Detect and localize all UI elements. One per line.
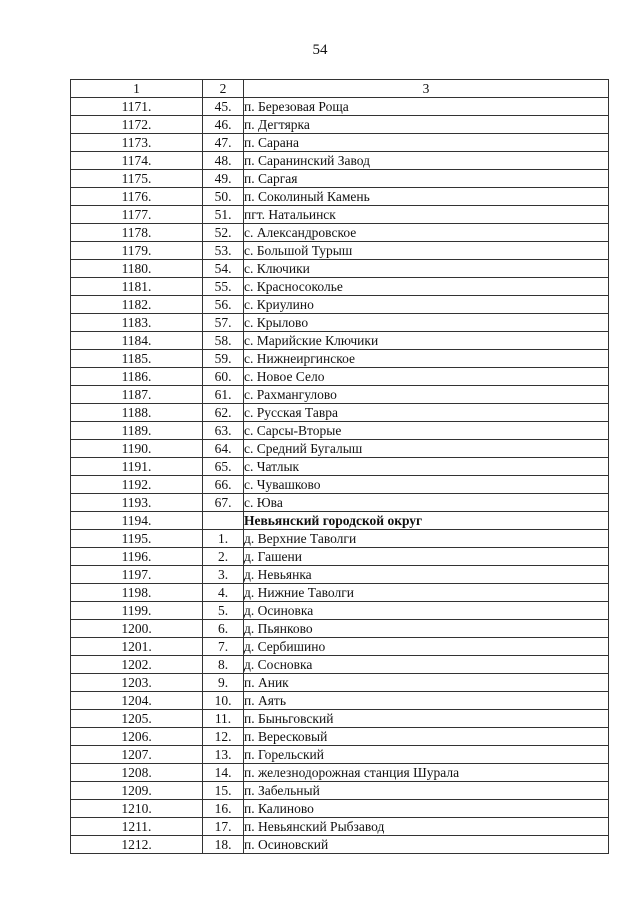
sub-number-cell: 52. — [203, 224, 244, 242]
table-row — [71, 836, 609, 854]
row-number-cell: 1206. — [71, 728, 203, 746]
row-number-cell: 1196. — [71, 548, 203, 566]
table-row — [71, 422, 609, 440]
row-number-cell: 1210. — [71, 800, 203, 818]
settlement-name-cell: с. Марийские Ключики — [244, 332, 609, 350]
row-number-cell: 1201. — [71, 638, 203, 656]
sub-number-cell: 65. — [203, 458, 244, 476]
settlement-name-cell: с. Средний Бугалыш — [244, 440, 609, 458]
row-number-cell: 1183. — [71, 314, 203, 332]
row-number-cell: 1174. — [71, 152, 203, 170]
settlement-name-cell: с. Сарсы-Вторые — [244, 422, 609, 440]
row-number-cell: 1173. — [71, 134, 203, 152]
settlement-name-cell: с. Чувашково — [244, 476, 609, 494]
sub-number-cell: 64. — [203, 440, 244, 458]
settlement-name-cell: п. железнодорожная станция Шурала — [244, 764, 609, 782]
sub-number-cell: 15. — [203, 782, 244, 800]
settlement-name-cell: д. Невьянка — [244, 566, 609, 584]
sub-number-cell: 13. — [203, 746, 244, 764]
table-row — [71, 602, 609, 620]
row-number-cell: 1209. — [71, 782, 203, 800]
sub-number-cell: 54. — [203, 260, 244, 278]
sub-number-cell: 51. — [203, 206, 244, 224]
sub-number-cell: 7. — [203, 638, 244, 656]
settlement-name-cell: с. Большой Турыш — [244, 242, 609, 260]
sub-number-cell: 9. — [203, 674, 244, 692]
column-header-1: 1 — [71, 80, 203, 98]
row-number-cell: 1171. — [71, 98, 203, 116]
row-number-cell: 1199. — [71, 602, 203, 620]
settlement-name-cell: с. Чатлык — [244, 458, 609, 476]
settlement-name-cell: п. Горельский — [244, 746, 609, 764]
row-number-cell: 1211. — [71, 818, 203, 836]
sub-number-cell: 58. — [203, 332, 244, 350]
table-row — [71, 386, 609, 404]
sub-number-cell: 67. — [203, 494, 244, 512]
table-row — [71, 98, 609, 116]
table-row — [71, 512, 609, 530]
settlement-name-cell: п. Березовая Роща — [244, 98, 609, 116]
settlement-name-cell: п. Сарана — [244, 134, 609, 152]
settlement-name-cell: д. Сосновка — [244, 656, 609, 674]
row-number-cell: 1203. — [71, 674, 203, 692]
sub-number-cell: 57. — [203, 314, 244, 332]
table-header-row — [71, 80, 609, 98]
table-row — [71, 332, 609, 350]
sub-number-cell: 56. — [203, 296, 244, 314]
row-number-cell: 1182. — [71, 296, 203, 314]
settlement-name-cell: с. Рахмангулово — [244, 386, 609, 404]
settlement-name-cell: с. Криулино — [244, 296, 609, 314]
sub-number-cell: 63. — [203, 422, 244, 440]
settlement-name-cell: п. Дегтярка — [244, 116, 609, 134]
sub-number-cell: 66. — [203, 476, 244, 494]
table-row — [71, 404, 609, 422]
table-row — [71, 656, 609, 674]
table-row — [71, 206, 609, 224]
column-header-2: 2 — [203, 80, 244, 98]
row-number-cell: 1190. — [71, 440, 203, 458]
row-number-cell: 1202. — [71, 656, 203, 674]
row-number-cell: 1207. — [71, 746, 203, 764]
settlement-name-cell: д. Гашени — [244, 548, 609, 566]
sub-number-cell: 50. — [203, 188, 244, 206]
table-row — [71, 440, 609, 458]
row-number-cell: 1178. — [71, 224, 203, 242]
settlements-table — [70, 79, 609, 854]
table-row — [71, 638, 609, 656]
table-row — [71, 458, 609, 476]
settlement-name-cell: д. Осиновка — [244, 602, 609, 620]
settlement-name-cell: д. Сербишино — [244, 638, 609, 656]
row-number-cell: 1192. — [71, 476, 203, 494]
table-row — [71, 296, 609, 314]
settlement-name-cell: с. Александровское — [244, 224, 609, 242]
settlement-name-cell: с. Новое Село — [244, 368, 609, 386]
sub-number-cell: 45. — [203, 98, 244, 116]
sub-number-cell: 3. — [203, 566, 244, 584]
settlement-name-cell: с. Ключики — [244, 260, 609, 278]
row-number-cell: 1212. — [71, 836, 203, 854]
sub-number-cell: 10. — [203, 692, 244, 710]
table-row — [71, 692, 609, 710]
row-number-cell: 1180. — [71, 260, 203, 278]
sub-number-cell: 6. — [203, 620, 244, 638]
sub-number-cell: 18. — [203, 836, 244, 854]
table-row — [71, 746, 609, 764]
sub-number-cell: 55. — [203, 278, 244, 296]
table-row — [71, 188, 609, 206]
row-number-cell: 1188. — [71, 404, 203, 422]
table-row — [71, 674, 609, 692]
sub-number-cell: 8. — [203, 656, 244, 674]
settlement-name-cell: пгт. Натальинск — [244, 206, 609, 224]
row-number-cell: 1189. — [71, 422, 203, 440]
table-row — [71, 800, 609, 818]
sub-number-cell: 61. — [203, 386, 244, 404]
row-number-cell: 1176. — [71, 188, 203, 206]
table-row — [71, 548, 609, 566]
table-row — [71, 728, 609, 746]
settlement-name-cell: с. Крылово — [244, 314, 609, 332]
sub-number-cell: 11. — [203, 710, 244, 728]
row-number-cell: 1172. — [71, 116, 203, 134]
row-number-cell: 1200. — [71, 620, 203, 638]
table-row — [71, 620, 609, 638]
sub-number-cell — [203, 512, 244, 530]
table-row — [71, 530, 609, 548]
settlement-name-cell: п. Саргая — [244, 170, 609, 188]
sub-number-cell: 60. — [203, 368, 244, 386]
row-number-cell: 1179. — [71, 242, 203, 260]
table-row — [71, 566, 609, 584]
settlement-name-cell: п. Калиново — [244, 800, 609, 818]
sub-number-cell: 53. — [203, 242, 244, 260]
column-header-3: 3 — [244, 80, 609, 98]
sub-number-cell: 4. — [203, 584, 244, 602]
sub-number-cell: 12. — [203, 728, 244, 746]
table-row — [71, 260, 609, 278]
table-row — [71, 710, 609, 728]
settlement-name-cell: п. Вересковый — [244, 728, 609, 746]
table-row — [71, 764, 609, 782]
sub-number-cell: 62. — [203, 404, 244, 422]
row-number-cell: 1208. — [71, 764, 203, 782]
settlement-name-cell: с. Нижнеиргинское — [244, 350, 609, 368]
settlement-name-cell: п. Аять — [244, 692, 609, 710]
row-number-cell: 1175. — [71, 170, 203, 188]
table-row — [71, 782, 609, 800]
sub-number-cell: 5. — [203, 602, 244, 620]
sub-number-cell: 49. — [203, 170, 244, 188]
row-number-cell: 1184. — [71, 332, 203, 350]
sub-number-cell: 2. — [203, 548, 244, 566]
settlement-name-cell: с. Русская Тавра — [244, 404, 609, 422]
sub-number-cell: 16. — [203, 800, 244, 818]
settlement-name-cell: д. Верхние Таволги — [244, 530, 609, 548]
table-row — [71, 818, 609, 836]
table-row — [71, 242, 609, 260]
row-number-cell: 1194. — [71, 512, 203, 530]
table-row — [71, 170, 609, 188]
settlement-name-cell: п. Соколиный Камень — [244, 188, 609, 206]
table-row — [71, 368, 609, 386]
settlement-name-cell: п. Быньговский — [244, 710, 609, 728]
row-number-cell: 1191. — [71, 458, 203, 476]
table-row — [71, 494, 609, 512]
row-number-cell: 1198. — [71, 584, 203, 602]
settlement-name-cell: с. Юва — [244, 494, 609, 512]
row-number-cell: 1185. — [71, 350, 203, 368]
row-number-cell: 1204. — [71, 692, 203, 710]
table-row — [71, 116, 609, 134]
settlement-name-cell: п. Саранинский Завод — [244, 152, 609, 170]
row-number-cell: 1193. — [71, 494, 203, 512]
section-heading-cell: Невьянский городской округ — [244, 512, 609, 530]
sub-number-cell: 17. — [203, 818, 244, 836]
table-row — [71, 224, 609, 242]
sub-number-cell: 14. — [203, 764, 244, 782]
table-row — [71, 350, 609, 368]
sub-number-cell: 59. — [203, 350, 244, 368]
table-row — [71, 278, 609, 296]
table-row — [71, 476, 609, 494]
settlement-name-cell: с. Красносоколье — [244, 278, 609, 296]
settlement-name-cell: д. Пьянково — [244, 620, 609, 638]
table-body — [71, 98, 609, 854]
settlement-name-cell: д. Нижние Таволги — [244, 584, 609, 602]
table-row — [71, 314, 609, 332]
row-number-cell: 1195. — [71, 530, 203, 548]
sub-number-cell: 1. — [203, 530, 244, 548]
row-number-cell: 1186. — [71, 368, 203, 386]
table-row — [71, 152, 609, 170]
row-number-cell: 1187. — [71, 386, 203, 404]
settlement-name-cell: п. Невьянский Рыбзавод — [244, 818, 609, 836]
settlement-name-cell: п. Забельный — [244, 782, 609, 800]
sub-number-cell: 46. — [203, 116, 244, 134]
page-number: 54 — [312, 42, 328, 58]
settlement-name-cell: п. Аник — [244, 674, 609, 692]
settlement-name-cell: п. Осиновский — [244, 836, 609, 854]
table-row — [71, 134, 609, 152]
row-number-cell: 1177. — [71, 206, 203, 224]
sub-number-cell: 48. — [203, 152, 244, 170]
table-row — [71, 584, 609, 602]
row-number-cell: 1205. — [71, 710, 203, 728]
row-number-cell: 1181. — [71, 278, 203, 296]
row-number-cell: 1197. — [71, 566, 203, 584]
sub-number-cell: 47. — [203, 134, 244, 152]
